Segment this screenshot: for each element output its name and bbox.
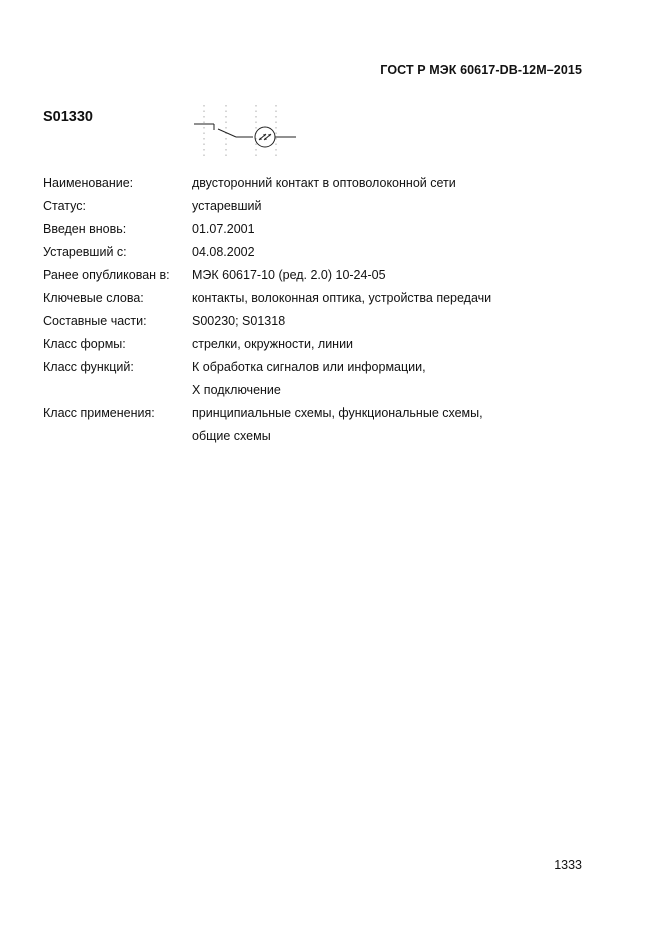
property-value-line: устаревший bbox=[192, 199, 262, 213]
property-row bbox=[43, 172, 603, 195]
property-value-line: 04.08.2002 bbox=[192, 245, 255, 259]
property-value bbox=[192, 356, 603, 402]
property-row bbox=[43, 195, 603, 218]
property-label: Устаревший с: bbox=[43, 245, 127, 259]
property-value bbox=[192, 264, 603, 287]
property-row bbox=[43, 356, 603, 402]
property-value bbox=[192, 310, 603, 333]
property-label: Наименование: bbox=[43, 176, 134, 190]
properties-table bbox=[43, 172, 603, 448]
property-value bbox=[192, 241, 603, 264]
property-value-line: стрелки, окружности, линии bbox=[192, 337, 354, 351]
property-value-line: МЭК 60617-10 (ред. 2.0) 10-24-05 bbox=[192, 268, 386, 282]
property-value-line: К обработка сигналов или информации, bbox=[192, 360, 426, 374]
property-value bbox=[192, 195, 603, 218]
property-row bbox=[43, 241, 603, 264]
property-label: Статус: bbox=[43, 199, 86, 213]
property-value-line: Х подключение bbox=[192, 383, 281, 397]
property-label: Составные части: bbox=[43, 314, 147, 328]
property-label: Введен вновь: bbox=[43, 222, 127, 236]
property-label: Ключевые слова: bbox=[43, 291, 144, 305]
property-row bbox=[43, 402, 603, 448]
property-label: Класс функций: bbox=[43, 360, 134, 374]
property-row bbox=[43, 218, 603, 241]
property-value bbox=[192, 333, 603, 356]
property-value-line: общие схемы bbox=[192, 429, 271, 443]
property-value-line: двусторонний контакт в оптоволоконной сети bbox=[192, 176, 456, 190]
property-label: Класс применения: bbox=[43, 406, 155, 420]
property-value-line: 01.07.2001 bbox=[192, 222, 255, 236]
property-value bbox=[192, 287, 603, 310]
property-row bbox=[43, 264, 603, 287]
property-row bbox=[43, 287, 603, 310]
property-value bbox=[192, 218, 603, 241]
property-label: Ранее опубликован в: bbox=[43, 268, 170, 282]
property-value-line: контакты, волоконная оптика, устройства передачи bbox=[192, 291, 492, 305]
property-row bbox=[43, 310, 603, 333]
document-header: ГОСТ Р МЭК 60617-DB-12M–2015 bbox=[380, 63, 582, 77]
property-value bbox=[192, 402, 603, 448]
property-row bbox=[43, 333, 603, 356]
symbol-code: S01330 bbox=[43, 109, 93, 125]
property-value-line: принципиальные схемы, функциональные схемы, bbox=[192, 406, 483, 420]
property-label: Класс формы: bbox=[43, 337, 126, 351]
property-value bbox=[192, 172, 603, 195]
bidirectional-fiber-optic-contact-icon bbox=[192, 100, 302, 160]
page-number: 1333 bbox=[554, 858, 582, 872]
property-value-line: S00230; S01318 bbox=[192, 314, 286, 328]
